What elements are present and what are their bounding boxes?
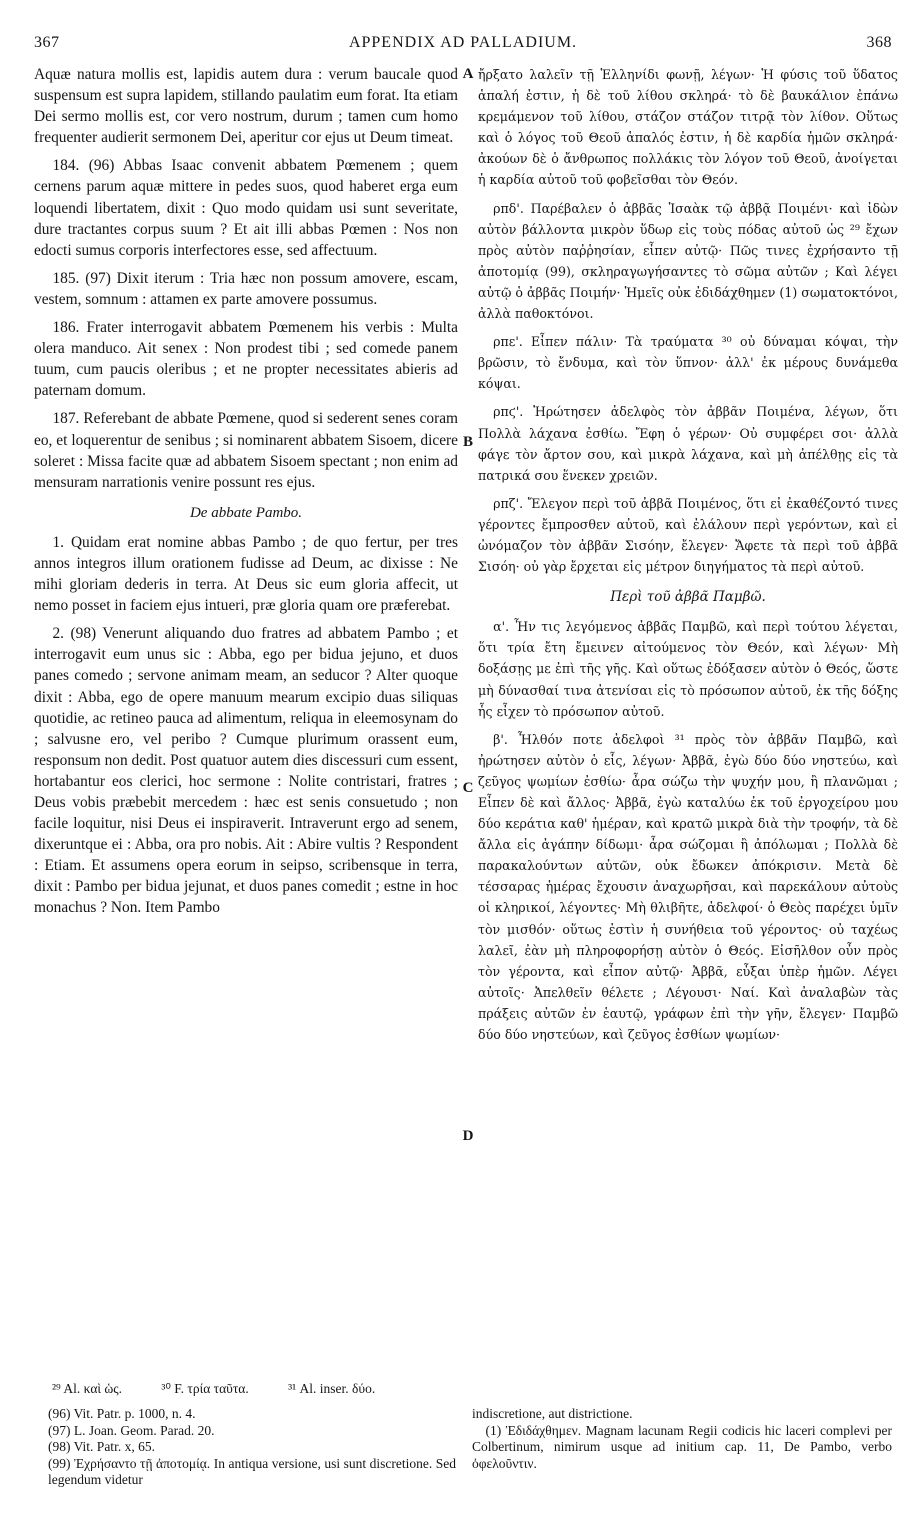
latin-paragraph-pambo-1: 1. Quidam erat nomine abbas Pambo ; de quo fertur, per tres annos integros illum orationem fudisse ad Deum, ac dixisse : Ne mihi gloriam dederis in terra. At Deus sic eum gloria affecit, ut nemo posset in faciem ejus intueri, præ gloria quam ore præferebat. [34, 533, 458, 615]
footnote-31: ³¹ Al. inser. δύο. [288, 1381, 376, 1396]
latin-column [34, 64, 458, 926]
greek-column [478, 64, 898, 1052]
greek-paragraph-186: ρπϛ'. Ἠρώτησεν ἀδελφὸς τὸν ἀββᾶν Ποιμένα, λέγων, ὅτι Πολλὰ λάχανα ἐσθίω. Ἔφη ὁ γέρων· Οὐ συμφέρει σοι· ἀλλὰ φάγε τὸν ἄρτον σου, καὶ μικρὰ λάχανα, καὶ μὴ ἀπέλθῃς εἰς τὰ πατρικά σου ἕνεκεν χρειῶν. [478, 404, 898, 483]
margin-marker-b: B [462, 434, 473, 450]
margin-marker-d: D [462, 1128, 474, 1144]
greek-paragraph: ἤρξατο λαλεῖν τῇ Ἑλληνίδι φωνῇ, λέγων· Ἡ φύσις τοῦ ὕδατος ἁπαλή ἐστιν, ἡ δὲ τοῦ λίθου σκληρά· τὸ δὲ βαυκάλιον ἐπάνω κρεμάμενον τοῦ λίθου, στάζον στάζον τιτρᾷ τὸν λίθον. Οὕτως καὶ ὁ λόγος τοῦ Θεοῦ ἁπαλός ἐστιν, ἡ δὲ καρδία ἡμῶν σκληρά· ἀκούων δὲ ὁ ἄνθρωπος πολλάκις τὸν λόγον τοῦ Θεοῦ, ἀνοίγεται ἡ καρδία αὐτοῦ τοῦ φοβεῖσθαι τὸν Θεόν. [478, 67, 898, 188]
editor-note-98: (98) Vit. Patr. x, 65. [48, 1439, 155, 1454]
footnotes-line [52, 1380, 892, 1397]
greek-section-heading: Περὶ τοῦ ἀββᾶ Παμβῶ. [610, 589, 766, 606]
latin-section-heading: De abbate Pambo. [189, 504, 303, 521]
editor-note-97: (97) L. Joan. Geom. Parad. 20. [48, 1422, 215, 1438]
latin-paragraph-185: 185. (97) Dixit iterum : Tria hæc non possum amovere, escam, vestem, somnum : attamen ex parte amovere possumus. [34, 269, 458, 308]
footnote-30: ³⁰ F. τρία ταῦτα. [161, 1381, 249, 1396]
running-header [34, 34, 892, 58]
margin-marker-a: A [462, 66, 474, 82]
footnote-29: ²⁹ Al. καὶ ὡς. [52, 1381, 123, 1396]
editor-note-99: (99) Ἐχρήσαντο τῇ ἀποτομίᾳ. In antiqua versione, usi sunt discretione. Sed legendum videtur [48, 1455, 456, 1487]
greek-paragraph-185: ρπε'. Εἶπεν πάλιν· Τὰ τραύματα ³⁰ οὐ δύναμαι κόψαι, τὴν βρῶσιν, τὸ ἔνδυμα, καὶ τὸν ὕπνον· ἀλλ' ἐκ μέρους δυνάμεθα κόψαι. [478, 334, 898, 392]
page-number-right: 368 [866, 34, 892, 51]
latin-paragraph-187: 187. Referebant de abbate Pœmene, quod si sederent senes coram eo, et loquerentur de senibus ; si nominarent abbatem Sisoem, dicere soleret : Missa facite quæ ad abbatem Sisoem spectant ; non enim ad mensuram narrationis venire possunt res ejus. [34, 410, 458, 491]
greek-paragraph-187: ρπζ'. Ἔλεγον περὶ τοῦ ἀββᾶ Ποιμένος, ὅτι εἰ ἐκαθέζοντό τινες γέροντες ἔμπροσθεν αὐτοῦ, καὶ ἐλάλουν περὶ γερόντων, καὶ εἰ ὠνόμαζον τὸν ἀββᾶν Σισόην, ἔλεγεν· Ἄφετε τὰ περὶ τοῦ ἀββᾶ Σισόη· οὐ γὰρ ἔρχεται εἰς μέτρον διηγήματος τὰ περὶ αὐτοῦ. [478, 495, 898, 575]
page-number-left: 367 [34, 34, 60, 51]
editor-notes-right [472, 1406, 892, 1472]
latin-paragraph-186: 186. Frater interrogavit abbatem Pœmenem his verbis : Multa olera manduco. Ait senex : Non prodest tibi ; sed comede panem tuum, cum paucis oleribus ; et ne propter necessitates abieris ad paternam domum. [34, 319, 458, 400]
latin-paragraph-pambo-2: 2. (98) Venerunt aliquando duo fratres ad abbatem Pambo ; et interrogavit eum unus sic : Abba, ego per bidua jejuno, et duos panes comedo ; servone animam meam, an seducor ? Alter quoque dixit : Abba, ego de opere manuum mearum excipio duas siliquas quotidie, ac retineo pauca ad alimentum, reliqua in eleemosynam do ; salvusne ero, vel peribo ? Cumque plurimum orassent eum, responsum non dedit. Post quatuor autem dies discessuri cum essent, hortabantur eos clerici, hoc sermone : Nolite contristari, fratres ; Deus vobis præbebit mercedem : hæc est senis consuetudo ; non facile loquitur, nisi Deus ei inspiraverit. Intraverunt ergo ad senem, dixeruntque ei : Abba, ora pro nobis. Ait : Abire vultis ? Respondent : Etiam. Et assumens opera eorum in seipso, scribensque in terra, dixit : Pambo per bidua jejunat, et duos panes comedit ; estne in hoc monachus ? Non. Item Pambo [34, 625, 458, 917]
latin-paragraph: Aquæ natura mollis est, lapidis autem dura : verum baucale quod suspensum est supra lapidem, stillando paulatim eum forat. Ita etiam Dei sermo mollis est, cor vero nostrum, durum ; tamen cum homo frequenter audierit sermonem Dei, aperitur cor ejus ut Deum timeat. [34, 66, 458, 147]
greek-paragraph-184: ρπδ'. Παρέβαλεν ὁ ἀββᾶς Ἰσαὰκ τῷ ἀββᾷ Ποιμένι· καὶ ἰδὼν αὐτὸν βάλλοντα μικρὸν ὕδωρ εἰς τοὺς πόδας αὐτοῦ ὡς ²⁹ ἔχων πρὸς αὐτὸν παῤῥησίαν, εἶπεν αὐτῷ· Πῶς τινες ἐχρήσαντο τῇ ἀποτομίᾳ (99), σκληραγωγήσαντες τὸ σῶμα αὐτῶν ; Καὶ λέγει αὐτῷ ὁ ἀββᾶς Ποιμήν· Ἡμεῖς οὐκ ἐδιδάχθημεν (1) σωματοκτόνοι, ἀλλὰ παθοκτόνοι. [478, 200, 898, 322]
editor-note-96: (96) Vit. Patr. p. 1000, n. 4. [48, 1406, 196, 1421]
greek-paragraph-pambo-2: β'. Ἦλθόν ποτε ἀδελφοὶ ³¹ πρὸς τὸν ἀββᾶν Παμβῶ, καὶ ἠρώτησεν αὐτὸν ὁ εἷς, λέγων· Ἀββᾶ, ἐγὼ δύο δύο νηστεύω, καὶ ζεῦγος ψωμίων ἐσθίω· ἆρα σώζω τὴν ψυχήν μου, ἢ πλανῶμαι ; Εἶπεν δὲ καὶ ἄλλος· Ἀββᾶ, ἐγὼ καταλύω ἐκ τοῦ ἐργοχείρου μου δύο κεράτια καθ' ἡμέραν, καὶ κρατῶ μικρὰ διὰ τὴν τροφήν, τὰ δὲ ἄλλα εἰς ἀγάπην δίδωμι· ἆρα σώζομαι ἢ ἀπόλωμαι ; Πολλὰ δὲ παρακαλούντων αὐτῶν, οὐκ ἔδωκεν ἀπόκρισιν. Μετὰ δὲ τέσσαρας ἡμέρας ἔχουσιν ἀναχωρῆσαι, καὶ παρεκάλουν αὐτοὺς οἱ κληρικοί, λέγοντες· Μὴ θλιβῆτε, ἀδελφοί· ὁ Θεὸς παρέχει ὑμῖν τὸν μισθόν· οὕτως ἐστὶν ἡ συνήθεια τοῦ γέροντος· οὐ ταχέως λαλεῖ, ἐὰν μὴ πληροφορήσῃ αὐτὸν ὁ Θεός. Εἰσῆλθον οὖν πρὸς τὸν γέροντα, καὶ εἶπον αὐτῷ· Ἀββᾶ, εὖξαι ὑπὲρ ἡμῶν. Λέγει αὐτοῖς· Ἀπελθεῖν θέλετε ; Λέγουσι· Ναί. Καὶ ἀναλαβὼν τὰς πράξεις αὐτῶν ἐν ἑαυτῷ, γράφων ἐπὶ τὴν γῆν, ἔλεγεν· Παμβῶ δύο δύο νηστεύων, καὶ ζεῦγος ἐσθίων ψωμίων· [478, 731, 898, 1043]
editor-note-99-continued: indiscretione, aut districtione. [472, 1406, 633, 1421]
editor-notes-left [48, 1406, 456, 1489]
running-title: APPENDIX AD PALLADIUM. [348, 34, 578, 51]
greek-paragraph-pambo-1: α'. Ἦν τις λεγόμενος ἀββᾶς Παμβῶ, καὶ περὶ τούτου λέγεται, ὅτι τρία ἔτη ἔμεινεν αἰτούμενος τὸν Θεόν, καὶ λέγων· Μὴ δοξάσῃς με ἐπὶ τῆς γῆς. Καὶ οὕτως ἐδόξασεν αὐτὸν ὁ Θεός, ὥστε μὴ δύνασθαί τινα ἀτενίσαι εἰς τὸ πρόσωπον αὐτοῦ, ἐκ τῆς δόξης ἧς εἶχεν τὸ πρόσωπον αὐτοῦ. [478, 619, 898, 719]
editor-note-1: (1) Ἐδιδάχθημεν. Magnam lacunam Regii codicis hic laceri complevi per Colbertinum, nimirum usque ad initium cap. 11, De Pambo, verbo ὀφελοῦντιν. [472, 1422, 892, 1471]
margin-marker-c: C [462, 780, 474, 796]
latin-paragraph-184: 184. (96) Abbas Isaac convenit abbatem Pœmenem ; quem cernens parum aquæ mittere in pedes suos, quod haberet erga eum loquendi libertatem, dixit : Quo modo quidam usi sunt severitate, dure tractantes corpus suum ? Et ait illi abbas Pœmen : Nos non edocti sumus corporis interfectores esse, sed affectuum. [34, 157, 458, 259]
